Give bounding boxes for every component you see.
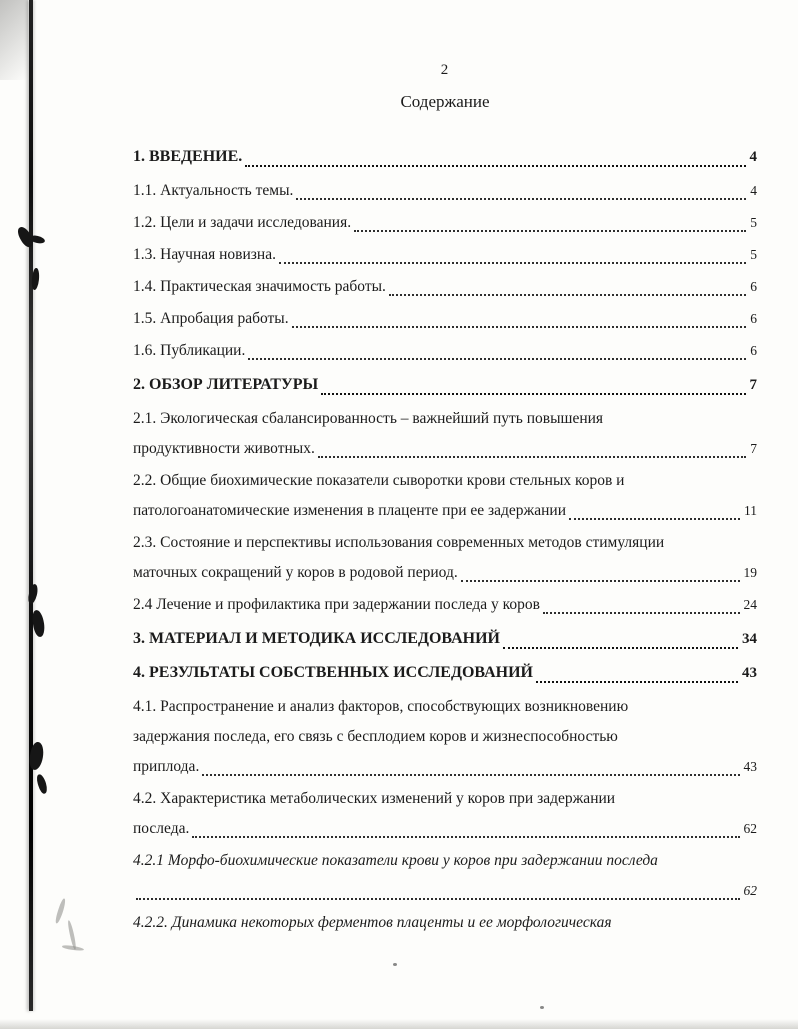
toc-entry-last-line — [133, 240, 757, 270]
toc-entry-page-number: 6 — [750, 311, 757, 326]
toc-entry-text-line: 4.1. Распространение и анализ факторов, способствующих возникновению — [133, 698, 629, 715]
toc-entry-text-line: 2.2. Общие биохимические показатели сыворотки крови стельных коров и — [133, 472, 625, 489]
toc-entry-page-number: 5 — [750, 247, 757, 262]
toc-entry-last-line — [133, 558, 757, 588]
toc-entry-title: 1.4. Практическая значимость работы. — [133, 278, 386, 295]
toc-entry-last-line — [133, 370, 757, 400]
toc-entry — [133, 176, 757, 206]
dot-leader — [318, 456, 746, 458]
dot-leader — [192, 836, 739, 838]
toc-entry-text-line: 2.3. Состояние и перспективы использования современных методов стимуляции — [133, 534, 665, 551]
toc-entry-last-line — [133, 176, 757, 206]
toc-entry-last-line — [133, 272, 757, 302]
toc-entry-title: 1.1. Актуальность темы. — [133, 182, 294, 199]
toc-entry-last-line — [133, 208, 757, 238]
toc-entry — [133, 908, 757, 938]
toc-entry — [133, 336, 757, 366]
toc-entry-text-line: 2.1. Экологическая сбалансированность – важнейший путь повышения — [133, 410, 604, 427]
ink-smudge — [31, 609, 46, 637]
toc-entry-page-number: 7 — [750, 441, 757, 456]
toc-entry — [133, 624, 757, 654]
scan-corner-shade — [0, 0, 28, 80]
toc-entry-last-line — [133, 434, 757, 464]
dot-leader — [321, 393, 745, 395]
toc-entry-page-number: 4 — [750, 183, 757, 198]
dot-leader — [248, 358, 746, 360]
toc-entry-page-number: 62 — [743, 821, 757, 836]
dot-leader — [461, 580, 740, 582]
scan-speck — [540, 1006, 544, 1009]
page-title: Содержание — [400, 92, 490, 111]
toc-entry-last-line — [133, 876, 757, 906]
toc-entry-title: 1.3. Научная новизна. — [133, 246, 276, 263]
pencil-mark — [54, 898, 67, 924]
dot-leader — [543, 612, 740, 614]
toc-entry-text-line: 4.2. Характеристика метаболических изменений у коров при задержании — [133, 790, 616, 807]
toc-entry-last-line — [133, 142, 757, 172]
scan-speck — [393, 963, 397, 966]
toc-entry-title: 4.2.2. Динамика некоторых ферментов плаценты и ее морфологическая — [133, 914, 612, 931]
toc-entry-page-number: 62 — [743, 883, 757, 898]
toc-entry-last-line — [133, 624, 757, 654]
toc-entry-title: последа. — [133, 820, 190, 837]
dot-leader — [292, 326, 747, 328]
dot-leader — [569, 518, 740, 520]
toc-entry-title: 1.6. Публикации. — [133, 342, 246, 359]
toc-entry-title: 3. МАТЕРИАЛ И МЕТОДИКА ИССЛЕДОВАНИЙ — [133, 630, 500, 647]
toc-entry-page-number: 34 — [742, 631, 757, 647]
toc-entry-last-line — [133, 658, 757, 688]
toc-entry — [133, 272, 757, 302]
toc-entry — [133, 590, 757, 620]
toc-entry-page-number: 6 — [750, 279, 757, 294]
ink-smudge — [31, 268, 40, 291]
toc-entry-page-number: 6 — [750, 343, 757, 358]
dot-leader — [503, 647, 738, 649]
dot-leader — [202, 774, 739, 776]
toc-entry-title: приплода. — [133, 758, 200, 775]
toc-entry — [133, 208, 757, 238]
toc-entry — [133, 846, 757, 906]
toc-entry-last-line — [133, 814, 757, 844]
dot-leader — [279, 262, 746, 264]
toc-entry-page-number: 7 — [749, 377, 757, 393]
toc-entry-title: продуктивности животных. — [133, 440, 315, 457]
scan-binding-line — [29, 0, 33, 1011]
toc-entry-last-line — [133, 496, 757, 526]
toc-entry-last-line — [133, 590, 757, 620]
toc-entry-title: патологоанатомические изменения в плаценте при ее задержании — [133, 502, 566, 519]
toc-entry — [133, 142, 757, 172]
toc-entry-page-number: 43 — [742, 665, 757, 681]
ink-smudge — [35, 773, 48, 794]
dot-leader — [389, 294, 746, 296]
toc-entry-title: 2.4 Лечение и профилактика при задержании последа у коров — [133, 596, 540, 613]
toc-entry-last-line — [133, 752, 757, 782]
dot-leader — [354, 230, 746, 232]
toc-list — [133, 142, 757, 938]
toc-entry — [133, 466, 757, 526]
toc-entry-title: 1.5. Апробация работы. — [133, 310, 289, 327]
toc-entry-page-number: 4 — [749, 149, 757, 165]
scan-bottom-shade — [0, 1019, 798, 1029]
pencil-mark — [62, 944, 84, 951]
toc-entry — [133, 304, 757, 334]
dot-leader — [245, 165, 745, 167]
toc-entry — [133, 784, 757, 844]
toc-entry — [133, 240, 757, 270]
toc-entry-page-number: 43 — [743, 759, 757, 774]
dot-leader — [296, 198, 746, 200]
toc-entry-text-line: задержания последа, его связь с бесплодием коров и жизнеспособностью — [133, 728, 618, 745]
toc-entry-last-line — [133, 336, 757, 366]
toc-entry-title: 1. ВВЕДЕНИЕ. — [133, 148, 243, 165]
toc-entry-title: 2. ОБЗОР ЛИТЕРАТУРЫ — [133, 376, 319, 393]
toc-entry-title: 1.2. Цели и задачи исследования. — [133, 214, 352, 231]
toc-entry-page-number: 5 — [750, 215, 757, 230]
toc-entry-page-number: 24 — [743, 597, 757, 612]
toc-entry-last-line — [133, 908, 757, 938]
toc-entry-title: маточных сокращений у коров в родовой период. — [133, 564, 458, 581]
toc-entry — [133, 370, 757, 400]
toc-entry-page-number: 19 — [743, 565, 757, 580]
dot-leader — [136, 898, 740, 900]
toc-entry — [133, 528, 757, 588]
toc-entry — [133, 658, 757, 688]
toc-entry — [133, 692, 757, 782]
page-number: 2 — [440, 62, 450, 78]
toc-entry-page-number: 11 — [744, 503, 757, 518]
toc-content — [133, 0, 757, 940]
toc-entry-title: 4. РЕЗУЛЬТАТЫ СОБСТВЕННЫХ ИССЛЕДОВАНИЙ — [133, 664, 533, 681]
toc-entry-text-line: 4.2.1 Морфо-биохимические показатели крови у коров при задержании последа — [133, 852, 658, 869]
dot-leader — [536, 681, 738, 683]
toc-entry — [133, 404, 757, 464]
toc-entry-last-line — [133, 304, 757, 334]
